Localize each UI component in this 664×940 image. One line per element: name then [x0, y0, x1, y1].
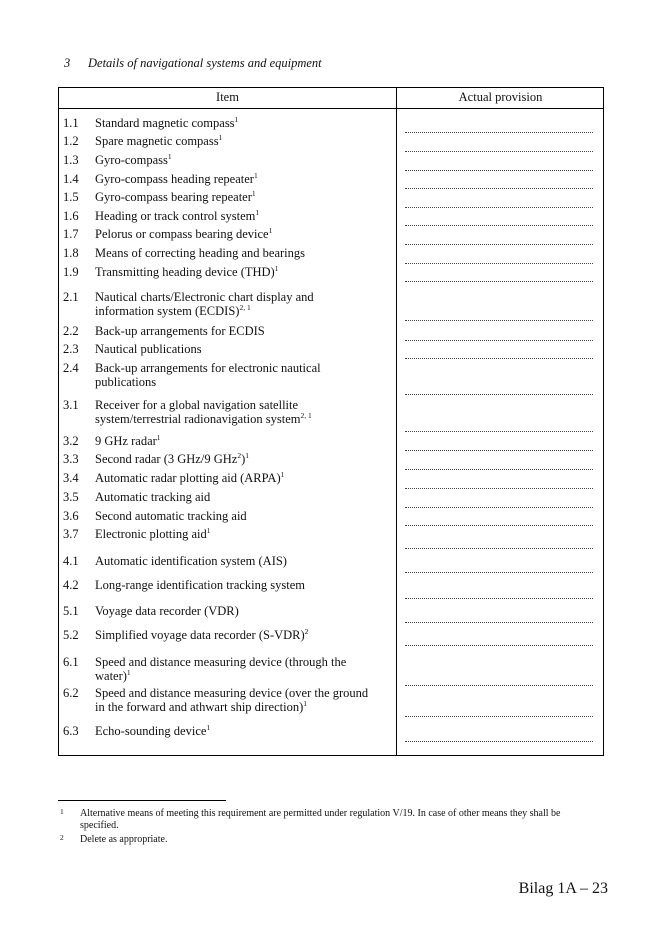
row-number: 3.1: [63, 398, 79, 412]
row-item-line: Second automatic tracking aid: [95, 509, 247, 523]
provision-entry-line[interactable]: [405, 548, 593, 549]
row-item-text: [95, 527, 395, 541]
footnote-number: 1: [60, 807, 64, 816]
provision-entry-line[interactable]: [405, 170, 593, 171]
provision-entry-line[interactable]: [405, 507, 593, 508]
provision-entry-line[interactable]: [405, 572, 593, 573]
footnote-ref: 1: [206, 526, 211, 535]
row-number: 1.7: [63, 227, 79, 241]
provision-entry-line[interactable]: [405, 244, 593, 245]
row-item-text: [95, 509, 395, 523]
section-number: 3: [64, 56, 71, 70]
footnote-ref: 1: [218, 133, 223, 142]
footnote-divider: [58, 800, 226, 801]
row-item-line: Heading or track control system: [95, 209, 256, 223]
row-number: 5.1: [63, 604, 79, 618]
row-number: 3.4: [63, 471, 79, 485]
row-number: 1.1: [63, 116, 79, 130]
row-number: 3.7: [63, 527, 79, 541]
footnote-ref: 2, 1: [239, 303, 251, 312]
row-number: 3.2: [63, 434, 79, 448]
row-number: 3.6: [63, 509, 79, 523]
row-item-line: Back-up arrangements for electronic nautical: [95, 361, 321, 375]
row-number: 6.1: [63, 655, 79, 669]
row-item-text: [95, 554, 395, 568]
row-item-line: Nautical charts/Electronic chart display and: [95, 290, 314, 304]
row-number: 1.8: [63, 246, 79, 260]
provision-entry-line[interactable]: [405, 151, 593, 152]
footnote-ref: 1: [274, 264, 279, 273]
footnote-ref: 1: [156, 433, 161, 442]
row-number: 2.3: [63, 342, 79, 356]
row-item-line: 9 GHz radar: [95, 434, 157, 448]
row-item-line: Transmitting heading device (THD): [95, 265, 275, 279]
row-item-line: Electronic plotting aid: [95, 527, 207, 541]
row-item-text: [95, 227, 395, 241]
footnote-ref: 1: [126, 668, 131, 677]
provision-entry-line[interactable]: [405, 188, 593, 189]
row-item-line: Second radar (3 GHz/9 GHz: [95, 452, 238, 466]
row-item-text: [95, 471, 395, 485]
row-item-line: publications: [95, 375, 157, 389]
provision-entry-line[interactable]: [405, 525, 593, 526]
row-item-text: [95, 290, 395, 318]
row-item-text: [95, 172, 395, 186]
row-item-line: Nautical publications: [95, 342, 202, 356]
row-item-text: [95, 265, 395, 279]
row-item-line: ): [241, 452, 246, 466]
row-item-line: Automatic tracking aid: [95, 490, 211, 504]
row-item-line: Echo-sounding device: [95, 724, 207, 738]
row-number: 3.3: [63, 452, 79, 466]
row-item-line: Gyro-compass: [95, 153, 168, 167]
row-item-line: Pelorus or compass bearing device: [95, 227, 269, 241]
footnote-ref: 1: [234, 115, 239, 124]
row-item-text: [95, 724, 395, 738]
row-number: 4.2: [63, 578, 79, 592]
row-item-text: [95, 324, 395, 338]
provision-entry-line[interactable]: [405, 716, 593, 717]
footnote-ref: 1: [280, 470, 285, 479]
footnote-ref: 1: [245, 451, 249, 460]
row-item-line: system/terrestrial radionavigation system: [95, 412, 301, 426]
row-item-line: Gyro-compass bearing repeater: [95, 190, 252, 204]
footnote-ref: 2: [304, 627, 309, 636]
row-number: 4.1: [63, 554, 79, 568]
row-item-line: in the forward and athwart ship direction): [95, 700, 304, 714]
footnote-ref: 2, 1: [300, 411, 312, 420]
footnote-text: Alternative means of meeting this requirement are permitted under regulation V/19. In case of other means they shall be specified.: [80, 808, 561, 831]
row-item-text: [95, 655, 395, 683]
provision-entry-line[interactable]: [405, 358, 593, 359]
row-number: 2.1: [63, 290, 79, 304]
footnote-ref: 1: [303, 699, 308, 708]
provision-entry-line[interactable]: [405, 488, 593, 489]
provision-entry-line[interactable]: [405, 320, 593, 321]
footnote-ref: 1: [251, 189, 256, 198]
row-item-text: [95, 578, 395, 592]
page-footer: Bilag 1A – 23: [518, 880, 608, 897]
provision-entry-line[interactable]: [405, 281, 593, 282]
row-number: 1.9: [63, 265, 79, 279]
provision-entry-line[interactable]: [405, 469, 593, 470]
row-item-text: [95, 398, 395, 426]
row-item-line: Means of correcting heading and bearings: [95, 246, 305, 260]
row-item-line: information system (ECDIS): [95, 304, 240, 318]
row-number: 2.4: [63, 361, 79, 375]
row-item-text: [95, 434, 395, 448]
row-item-line: Back-up arrangements for ECDIS: [95, 324, 265, 338]
provision-entry-line[interactable]: [405, 225, 593, 226]
footnote-number: 2: [60, 833, 64, 842]
row-item-line: Automatic radar plotting aid (ARPA): [95, 471, 281, 485]
row-item-text: [95, 153, 395, 167]
row-item-line: Automatic identification system (AIS): [95, 554, 287, 568]
row-item-line: Gyro-compass heading repeater: [95, 172, 254, 186]
row-number: 6.3: [63, 724, 79, 738]
row-number: 5.2: [63, 628, 79, 642]
row-number: 6.2: [63, 686, 79, 700]
row-number: 1.4: [63, 172, 79, 186]
row-item-text: [95, 452, 395, 466]
provision-entry-line[interactable]: [405, 622, 593, 623]
row-item-line: Standard magnetic compass: [95, 116, 235, 130]
equipment-table: [58, 87, 604, 756]
row-number: 1.3: [63, 153, 79, 167]
provision-entry-line[interactable]: [405, 741, 593, 742]
row-item-text: [95, 342, 395, 356]
column-header-provision: Actual provision: [458, 90, 543, 104]
provision-entry-line[interactable]: [405, 132, 593, 133]
footnote-ref: 1: [268, 226, 273, 235]
footnote-text: Delete as appropriate.: [80, 834, 168, 845]
footnote-ref: 1: [253, 171, 258, 180]
row-item-line: Speed and distance measuring device (over the ground: [95, 686, 369, 700]
provision-entry-line[interactable]: [405, 263, 593, 264]
row-item-line: Simplified voyage data recorder (S-VDR): [95, 628, 305, 642]
footnote-ref: 1: [255, 208, 260, 217]
row-item-line: Speed and distance measuring device (through the: [95, 655, 347, 669]
footnote-ref: 1: [167, 152, 172, 161]
provision-entry-line[interactable]: [405, 340, 593, 341]
provision-entry-line[interactable]: [405, 207, 593, 208]
footnote-ref: 1: [206, 723, 211, 732]
provision-entry-line[interactable]: [405, 598, 593, 599]
row-item-text: [95, 116, 395, 130]
row-item-text: [95, 134, 395, 148]
row-number: 2.2: [63, 324, 79, 338]
row-number: 3.5: [63, 490, 79, 504]
provision-entry-line[interactable]: [405, 431, 593, 432]
row-item-line: water): [95, 669, 127, 683]
row-item-line: Receiver for a global navigation satellite: [95, 398, 299, 412]
row-number: 1.2: [63, 134, 79, 148]
row-item-text: [95, 246, 395, 260]
row-item-text: [95, 209, 395, 223]
row-item-line: Spare magnetic compass: [95, 134, 219, 148]
provision-entry-line[interactable]: [405, 450, 593, 451]
row-item-text: [95, 361, 395, 389]
row-item-text: [95, 628, 395, 642]
section-title: Details of navigational systems and equipment: [88, 56, 322, 70]
provision-entry-line[interactable]: [405, 394, 593, 395]
row-number: 1.6: [63, 209, 79, 223]
row-number: 1.5: [63, 190, 79, 204]
row-item-line: Voyage data recorder (VDR): [95, 604, 239, 618]
row-item-text: [95, 190, 395, 204]
row-item-text: [95, 604, 395, 618]
column-header-item: Item: [216, 90, 239, 104]
footnote-ref: 2: [237, 451, 242, 460]
provision-entry-line[interactable]: [405, 645, 593, 646]
row-item-line: Long-range identification tracking system: [95, 578, 306, 592]
section-heading: [64, 56, 322, 71]
row-item-text: [95, 490, 395, 504]
provision-entry-line[interactable]: [405, 685, 593, 686]
row-item-text: [95, 686, 395, 714]
